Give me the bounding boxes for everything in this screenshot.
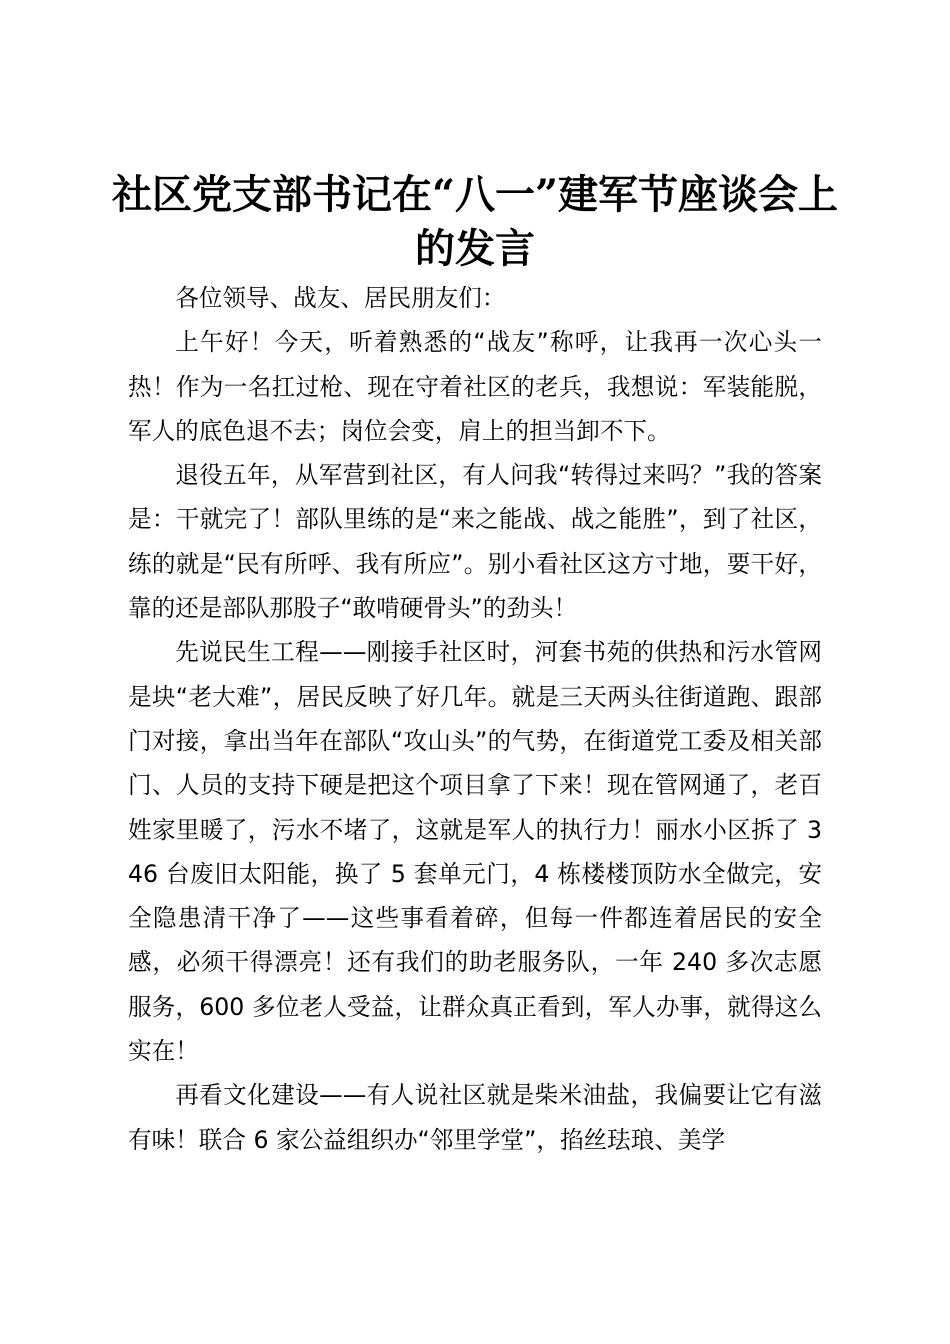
culture-paragraph: 再看文化建设——有人说社区就是柴米油盐，我偏要让它有滋有味！联合 6 家公益组织办“邻里学堂”，掐丝珐琅、美学 [128, 1081, 822, 1154]
salutation-paragraph: 各位领导、战友、居民朋友们： [175, 284, 506, 312]
document-body [128, 276, 822, 1162]
retirement-paragraph: 退役五年，从军营到社区，有人问我“转得过来吗？”我的答案是：干就完了！部队里练的是“来之能战、战之能胜”，到了社区，练的就是“民有所呼、我有所应”。别小看社区这方寸地，要干好，靠的还是部队那股子“敢啃硬骨头”的劲头！ [128, 461, 822, 623]
greeting-paragraph: 上午好！今天，听着熟悉的“战友”称呼，让我再一次心头一热！作为一名扛过枪、现在守着社区的老兵，我想说：军装能脱，军人的底色退不去；岗位会变，肩上的担当卸不下。 [128, 328, 822, 445]
livelihood-paragraph: 先说民生工程——刚接手社区时，河套书苑的供热和污水管网是块“老大难”，居民反映了好几年。就是三天两头往街道跑、跟部门对接，拿出当年在部队“攻山头”的气势，在街道党工委及相关部门、人员的支持下硬是把这个项目拿了下来！现在管网通了，老百姓家里暖了，污水不堵了，这就是军人的执行力！丽水小区拆了 346 台废旧太阳能，换了 5 套单元门，4 栋楼楼顶防水全做完，安全隐患清干净了——这些事看着碎，但每一件都连着居民的安全感，必须干得漂亮！还有我们的助老服务队，一年 240 多次志愿服务，600 多位老人受益，让群众真正看到，军人办事，就得这么实在！ [128, 638, 822, 1066]
document-title: 社区党支部书记在“八一”建军节座谈会上的发言 [111, 171, 838, 272]
